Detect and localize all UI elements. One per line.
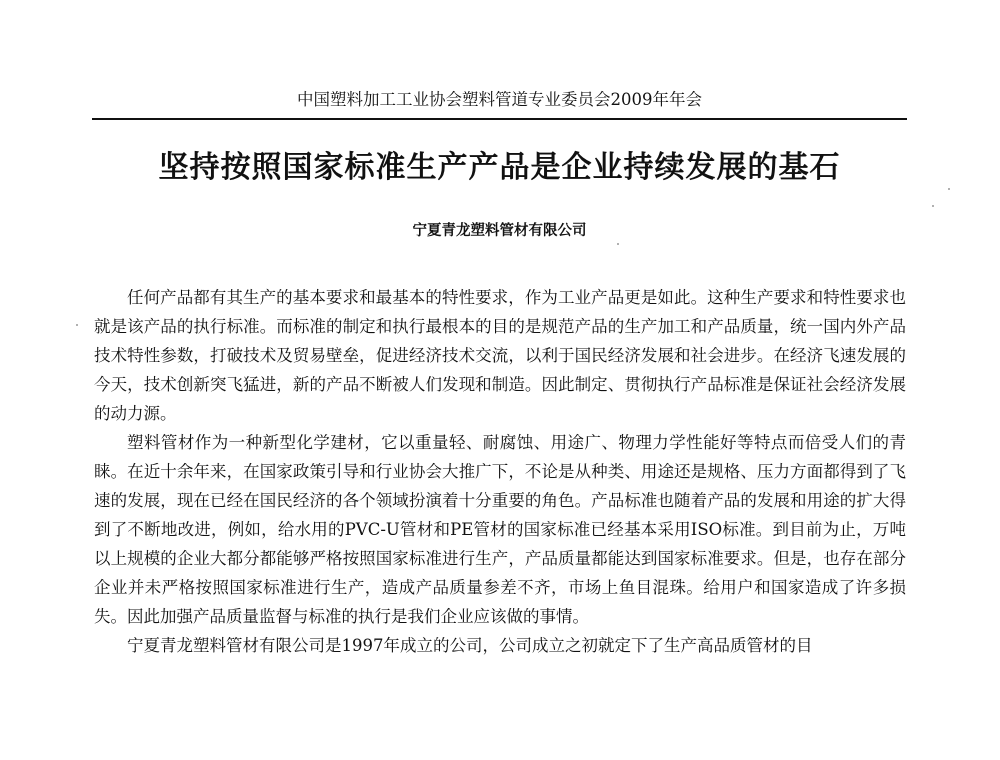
scan-speck — [948, 188, 950, 190]
paragraph: 塑料管材作为一种新型化学建材，它以重量轻、耐腐蚀、用途广、物理力学性能好等特点而倍受人们的青睐。在近十余年来，在国家政策引导和行业协会大推广下，不论是从种类、用途还是规格、压力方面都得到了飞速的发展，现在已经在国民经济的各个领域扮演着十分重要的角色。产品标准也随着产品的发展和用途的扩大得到了不断地改进，例如，给水用的PVC-U管材和PE管材的国家标准已经基本采用ISO标准。到目前为止，万吨以上规模的企业大都分都能够严格按照国家标准进行生产，产品质量都能达到国家标准要求。但是，也存在部分企业并未严格按照国家标准进行生产，造成产品质量参差不齐，市场上鱼目混珠。给用户和国家造成了许多损失。因此加强产品质量监督与标准的执行是我们企业应该做的事情。 — [94, 433, 906, 626]
article-title: 坚持按照国家标准生产产品是企业持续发展的基石 — [158, 150, 841, 185]
scan-speck — [76, 324, 78, 326]
conference-header: 中国塑料加工工业协会塑料管道专业委员会2009年年会 — [297, 90, 702, 109]
company-name: 宁夏青龙塑料管材有限公司 — [412, 222, 587, 239]
scan-speck — [617, 243, 619, 245]
paragraph: 任何产品都有其生产的基本要求和最基本的特性要求，作为工业产品更是如此。这种生产要求和特性要求也就是该产品的执行标准。而标准的制定和执行最根本的目的是规范产品的生产加工和产品质量，统一国内外产品技术特性参数，打破技术及贸易壁垒，促进经济技术交流，以利于国民经济发展和社会进步。在经济飞速发展的今天，技术创新突飞猛进，新的产品不断被人们发现和制造。因此制定、贯彻执行产品标准是保证社会经济发展的动力源。 — [94, 288, 906, 423]
article-body — [94, 283, 906, 660]
header-divider — [92, 118, 907, 120]
scan-speck — [932, 205, 934, 207]
paragraph: 宁夏青龙塑料管材有限公司是1997年成立的公司，公司成立之初就定下了生产高品质管材的目 — [127, 636, 813, 655]
